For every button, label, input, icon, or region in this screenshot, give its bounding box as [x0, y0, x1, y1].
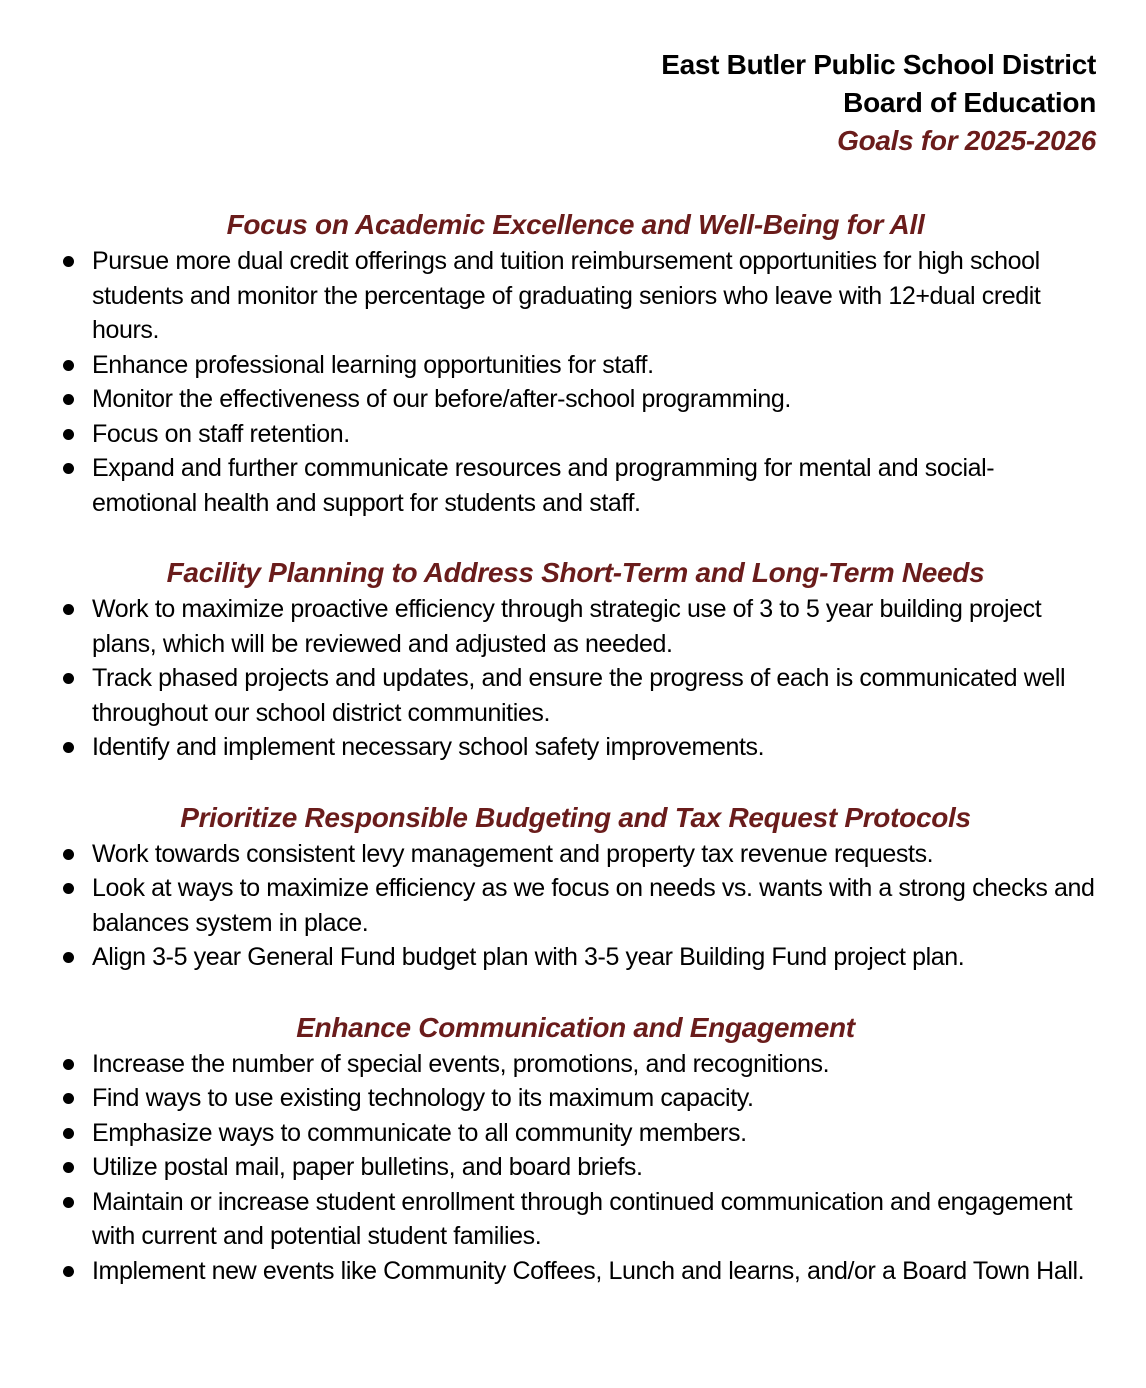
section-heading: Facility Planning to Address Short-Term and Long-Term Needs: [166, 557, 985, 588]
section-budgeting-tax: [55, 799, 1096, 975]
list-item: Work to maximize proactive efficiency through strategic use of 3 to 5 year building project plans, which will be reviewed and adjusted as needed.: [55, 592, 1096, 661]
list-item: Align 3-5 year General Fund budget plan with 3-5 year Building Fund project plan.: [55, 940, 1096, 975]
section-heading: Prioritize Responsible Budgeting and Tax Request Protocols: [180, 801, 971, 833]
section-heading: Enhance Communication and Engagement: [296, 1011, 855, 1043]
list-item: Monitor the effectiveness of our before/after-school programming.: [55, 382, 1096, 417]
spacer: [55, 765, 1096, 799]
list-item: Work towards consistent levy management and property tax revenue requests.: [55, 837, 1096, 872]
list-item: Pursue more dual credit offerings and tuition reimbursement opportunities for high school students and monitor the percentage of graduating seniors who leave with 12+dual credit hours.: [55, 244, 1096, 348]
list-item: Implement new events like Community Coffees, Lunch and learns, and/or a Board Town Hall.: [55, 1254, 1096, 1289]
spacer: [55, 160, 1096, 206]
list-item: Maintain or increase student enrollment through continued communication and engagement with current and potential student families.: [55, 1185, 1096, 1254]
section-academic-excellence: [55, 206, 1096, 520]
section-communication-engagement: [55, 1009, 1096, 1289]
list-item: Expand and further communicate resources and programming for mental and social-emotional health and support for students and staff.: [55, 451, 1096, 520]
district-title: East Butler Public School District: [661, 49, 1096, 80]
list-item: Emphasize ways to communicate to all community members.: [55, 1116, 1096, 1151]
spacer: [55, 975, 1096, 1009]
document-header: [55, 46, 1096, 160]
board-title: Board of Education: [843, 87, 1096, 118]
list-item: Find ways to use existing technology to its maximum capacity.: [55, 1081, 1096, 1116]
list-item: Track phased projects and updates, and ensure the progress of each is communicated well throughout our school district communities.: [55, 661, 1096, 730]
goal-list: [55, 837, 1096, 975]
section-heading: Focus on Academic Excellence and Well-Being for All: [226, 209, 925, 240]
list-item: Enhance professional learning opportunities for staff.: [55, 348, 1096, 383]
goals-subtitle: Goals for 2025-2026: [837, 125, 1096, 156]
goal-list: [55, 244, 1096, 520]
list-item: Increase the number of special events, promotions, and recognitions.: [55, 1047, 1096, 1082]
goal-list: [55, 592, 1096, 765]
list-item: Identify and implement necessary school safety improvements.: [55, 730, 1096, 765]
list-item: Utilize postal mail, paper bulletins, and board briefs.: [55, 1150, 1096, 1185]
spacer: [55, 520, 1096, 554]
list-item: Focus on staff retention.: [55, 417, 1096, 452]
goal-list: [55, 1047, 1096, 1289]
section-facility-planning: [55, 554, 1096, 765]
list-item: Look at ways to maximize efficiency as we focus on needs vs. wants with a strong checks and balances system in place.: [55, 871, 1096, 940]
